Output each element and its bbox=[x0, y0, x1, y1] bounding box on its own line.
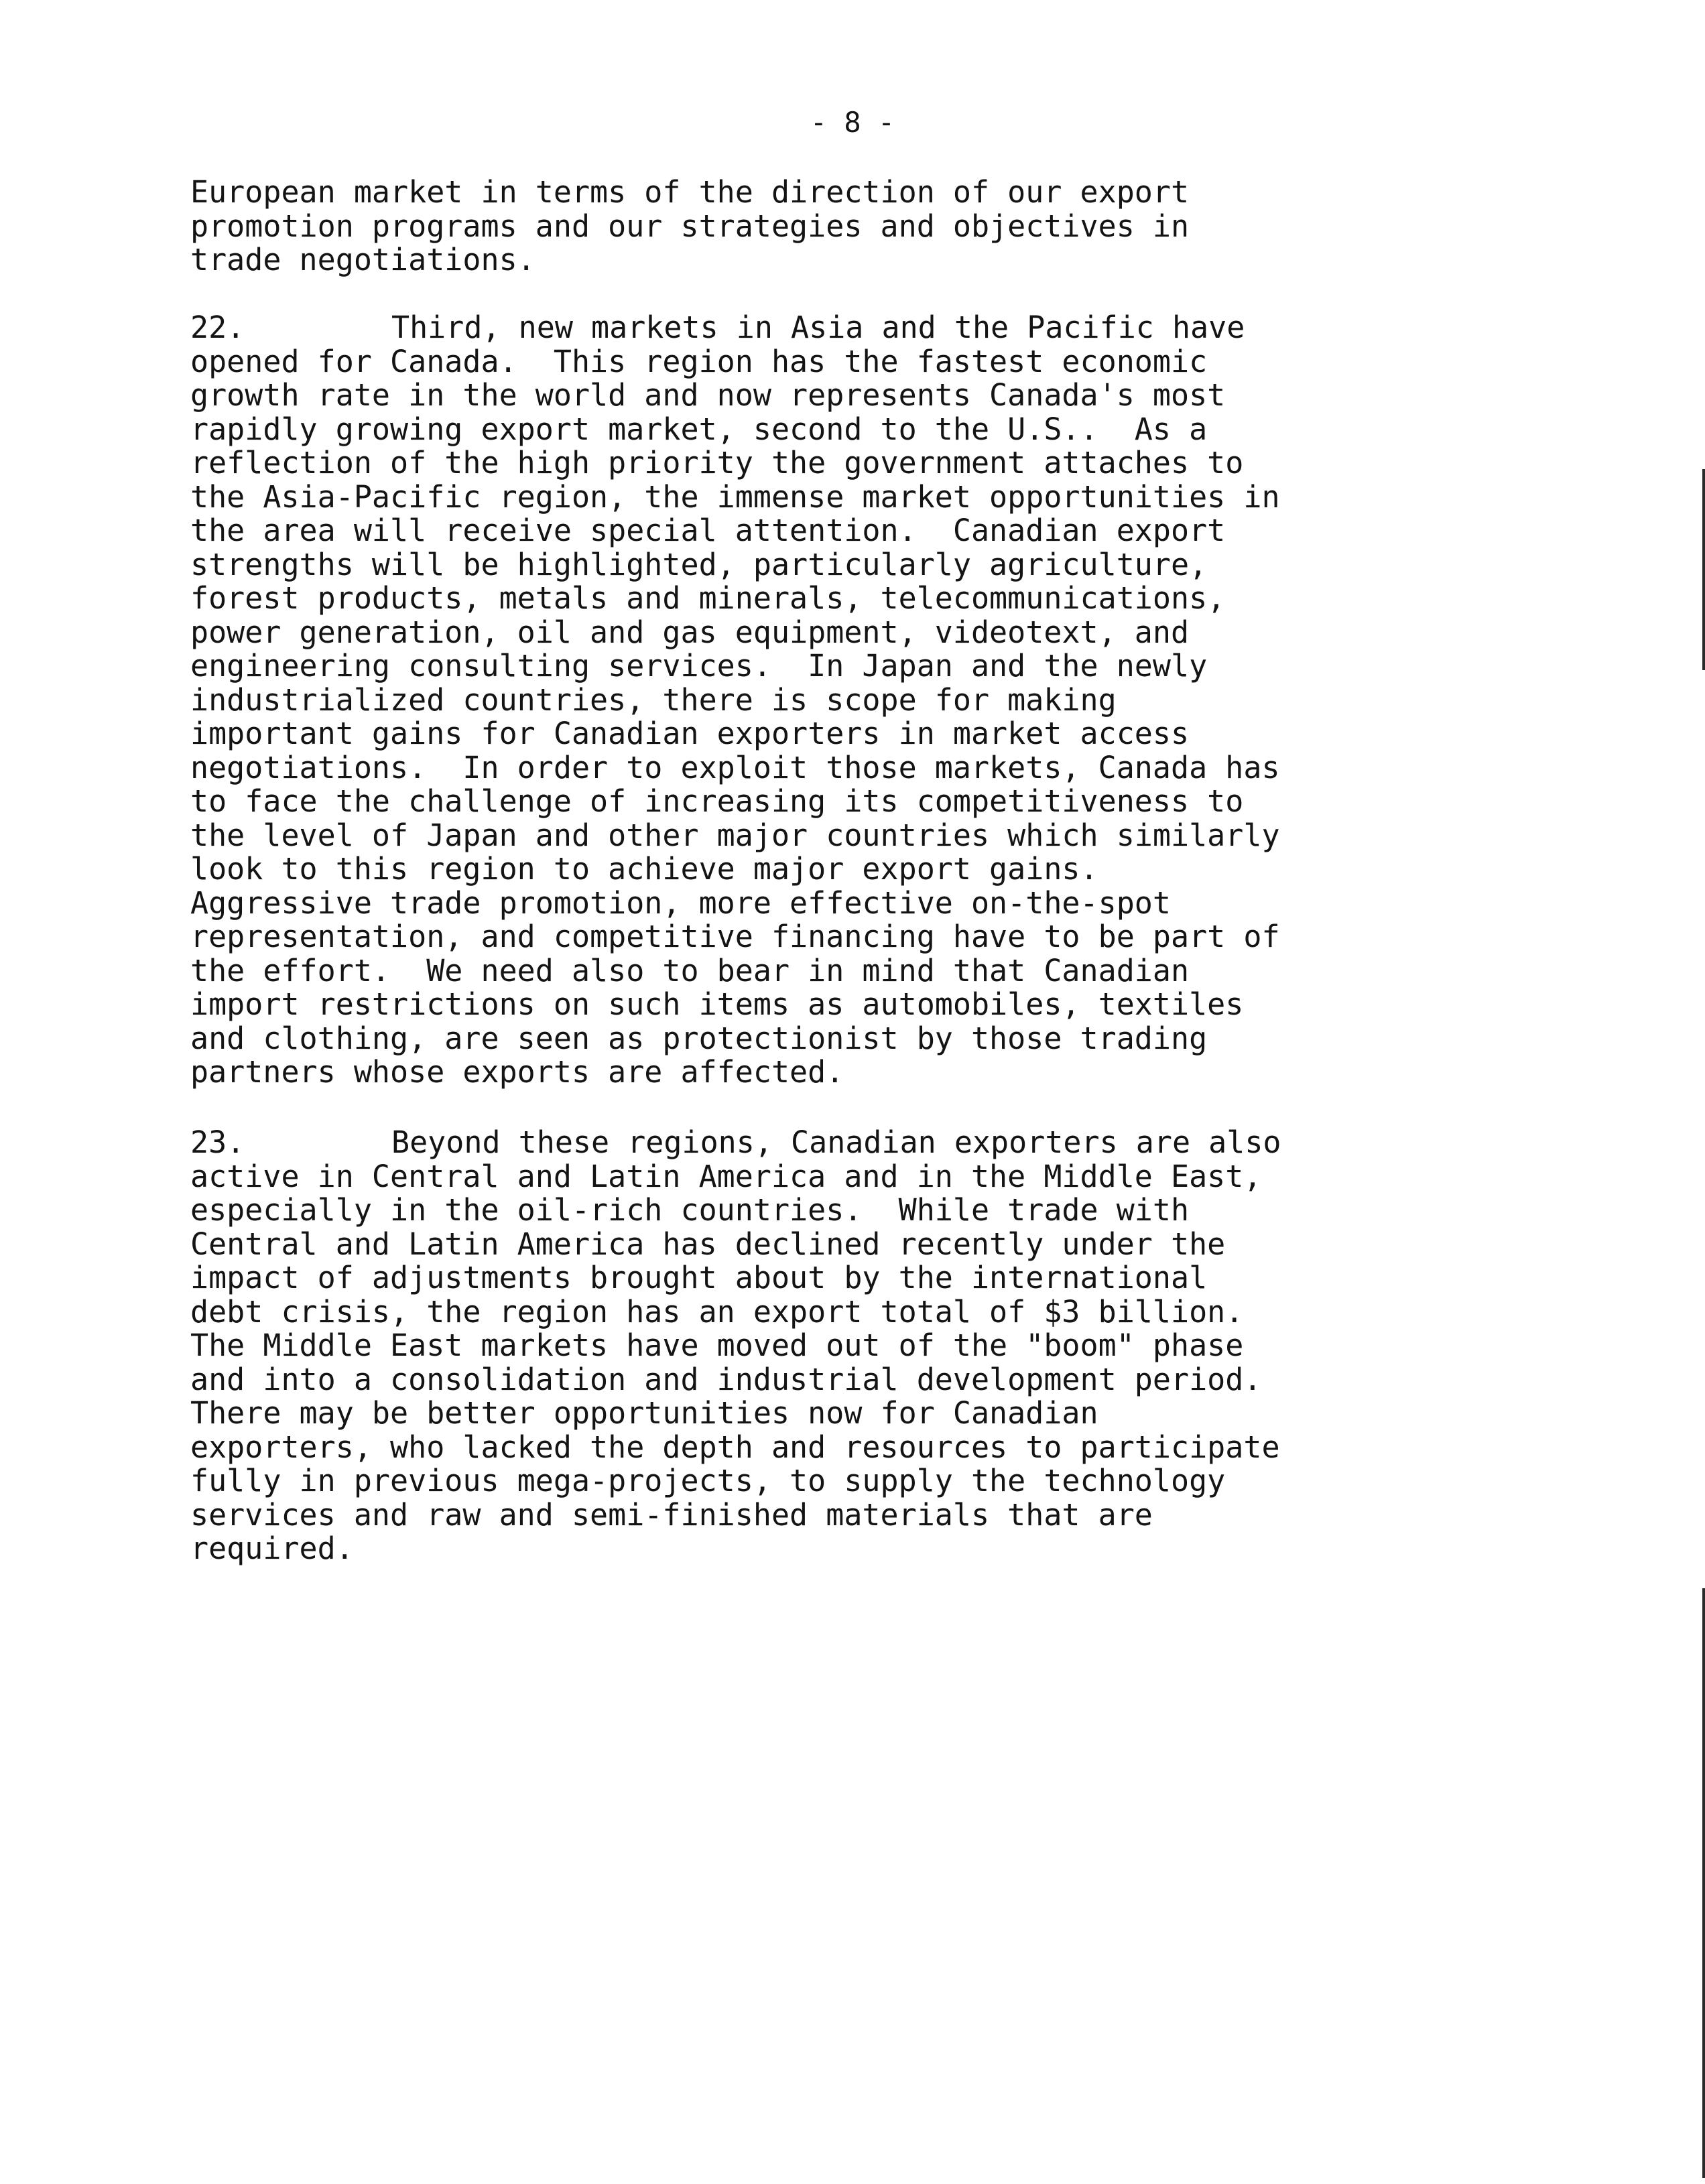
text-line: rapidly growing export market, second to the U.S.. As a bbox=[190, 411, 1208, 447]
text-line: reflection of the high priority the government attaches to bbox=[190, 445, 1244, 480]
paragraph-23 bbox=[190, 1126, 1281, 1566]
text-line: import restrictions on such items as automobiles, textiles bbox=[190, 986, 1244, 1022]
text-line: and into a consolidation and industrial development period. bbox=[190, 1361, 1262, 1397]
paragraph-number: 23. bbox=[190, 1125, 245, 1160]
text-line: Third, new markets in Asia and the Pacific have bbox=[391, 310, 1245, 345]
text-line: trade negotiations. bbox=[190, 242, 535, 277]
text-line: look to this region to achieve major export gains. bbox=[190, 851, 1098, 887]
text-line: the effort. We need also to bear in mind that Canadian bbox=[190, 952, 1190, 988]
text-line: engineering consulting services. In Japan and the newly bbox=[190, 648, 1208, 684]
text-line: power generation, oil and gas equipment, videotext, and bbox=[190, 614, 1190, 650]
text-line: Beyond these regions, Canadian exporters are also bbox=[391, 1125, 1281, 1160]
text-line: debt crisis, the region has an export total of $3 billion. bbox=[190, 1293, 1244, 1330]
paragraph-number: 22. bbox=[190, 310, 245, 345]
text-line: partners whose exports are affected. bbox=[190, 1054, 844, 1090]
text-line: The Middle East markets have moved out of the "boom" phase bbox=[190, 1328, 1244, 1363]
text-line: the Asia-Pacific region, the immense market opportunities in bbox=[190, 478, 1280, 515]
paragraph-first-line bbox=[190, 311, 1280, 345]
text-line: negotiations. In order to exploit those markets, Canada has bbox=[190, 749, 1280, 785]
text-line: especially in the oil-rich countries. While trade with bbox=[190, 1192, 1190, 1228]
text-line: services and raw and semi-finished materials that are bbox=[190, 1496, 1153, 1533]
text-line: strengths will be highlighted, particularly agriculture, bbox=[190, 546, 1208, 582]
text-line: the area will receive special attention. Canadian export bbox=[190, 513, 1226, 548]
text-line: fully in previous mega-projects, to supply the technology bbox=[190, 1463, 1226, 1498]
scan-edge-mark bbox=[1702, 1588, 1705, 2178]
text-line: active in Central and Latin America and in the Middle East, bbox=[190, 1158, 1262, 1194]
text-line: important gains for Canadian exporters in market access bbox=[190, 716, 1190, 751]
text-line: There may be better opportunities now for Canadian bbox=[190, 1395, 1098, 1431]
page-number: - 8 - bbox=[810, 106, 895, 139]
text-line: promotion programs and our strategies and objectives in bbox=[190, 208, 1190, 244]
text-line: required. bbox=[190, 1531, 354, 1566]
text-line: European market in terms of the direction of our export bbox=[190, 174, 1190, 210]
text-line: opened for Canada. This region has the fastest economic bbox=[190, 343, 1208, 379]
text-line: impact of adjustments brought about by the international bbox=[190, 1260, 1208, 1295]
text-line: exporters, who lacked the depth and resources to participate bbox=[190, 1429, 1280, 1465]
paragraph-22 bbox=[190, 311, 1280, 1090]
text-line: representation, and competitive financing have to be part of bbox=[190, 919, 1280, 954]
text-line: and clothing, are seen as protectionist by those trading bbox=[190, 1020, 1208, 1056]
text-line: the level of Japan and other major countries which similarly bbox=[190, 817, 1280, 853]
text-line: industrialized countries, there is scope for making bbox=[190, 682, 1117, 718]
continuation-text bbox=[190, 176, 1189, 277]
text-line: forest products, metals and minerals, telecommunications, bbox=[190, 580, 1226, 616]
text-line: Central and Latin America has declined recently under the bbox=[190, 1226, 1226, 1262]
scan-edge-mark bbox=[1702, 469, 1705, 670]
text-line: Aggressive trade promotion, more effective on-the-spot bbox=[190, 885, 1171, 921]
paragraph-first-line bbox=[190, 1126, 1281, 1160]
text-line: growth rate in the world and now represents Canada's most bbox=[190, 377, 1226, 413]
text-line: to face the challenge of increasing its competitiveness to bbox=[190, 783, 1244, 819]
